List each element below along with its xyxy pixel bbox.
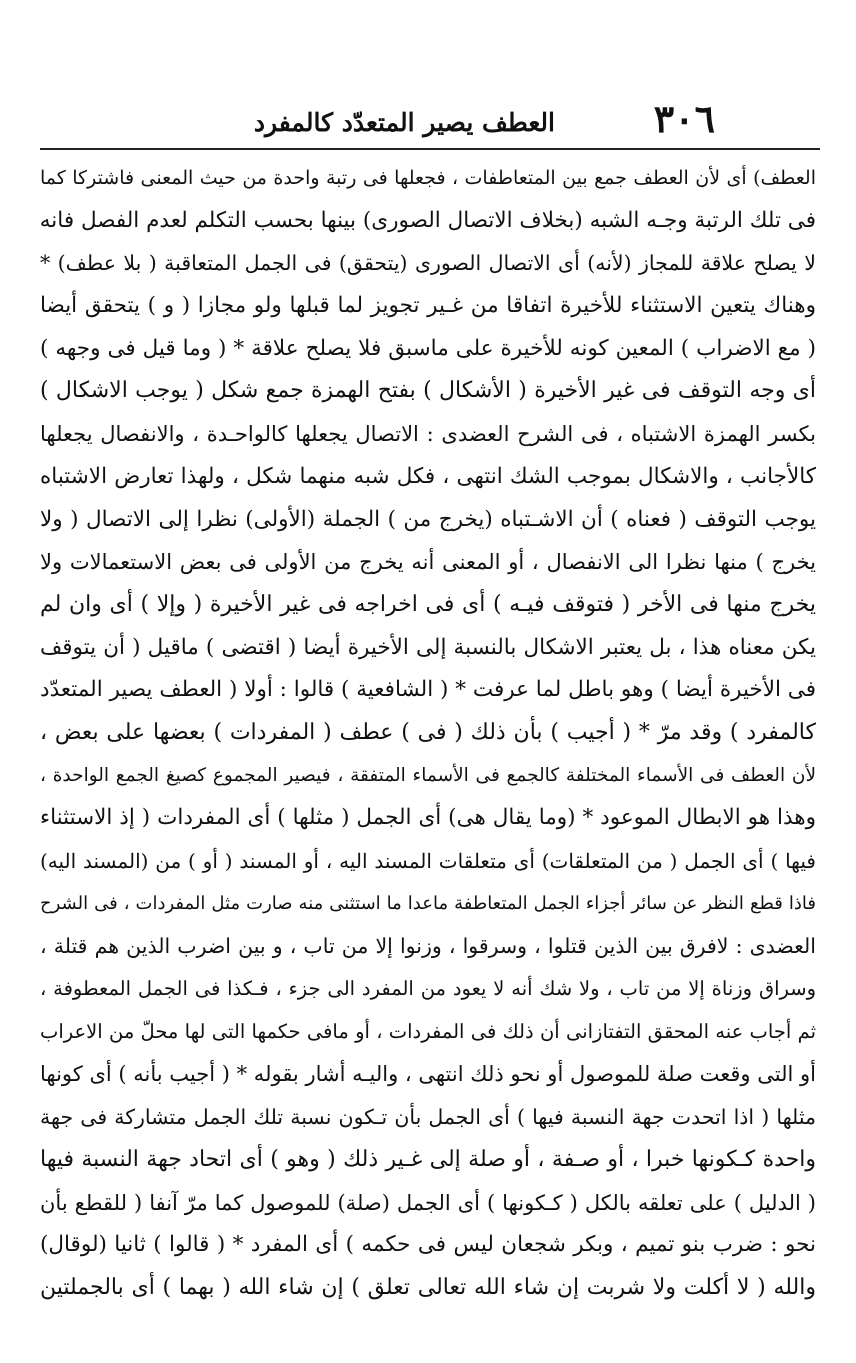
text-line: وهذا هو الابطال الموعود * (وما يقال هى) أى الجمل ( مثلها ) أى المفردات ( إذ الاستثناء <box>40 805 816 831</box>
text-line: ثم أجاب عنه المحقق التفتازانى أن ذلك فى المفردات ، أو مافى حكمها التى لها محلّ من الاعراب <box>40 1019 816 1043</box>
page-header <box>40 92 820 150</box>
text-line: واحدة كـكونها خبرا ، أو صـفة ، أو صلة إلى غـير ذلك ( وهو ) أى اتحاد جهة النسبة فيها <box>40 1146 816 1172</box>
text-line: العضدى : لافرق بين الذين قتلوا ، وسرقوا ، وزنوا إلا من تاب ، و بين اضرب الذين هم قتلة ، <box>40 934 816 959</box>
text-line: مثلها ( اذا اتحدت جهة النسبة فيها ) أى الجمل بأن تـكون نسبة تلك الجمل متشاركة فى جهة <box>40 1105 816 1130</box>
text-line: فى تلك الرتبة وجـه الشبه (بخلاف الاتصال الصورى) بينها بحسب التكلم لعدم الفصل فانه <box>40 207 816 233</box>
text-line: بكسر الهمزة الاشتباه ، فى الشرح العضدى : الاتصال يجعلها كالواحـدة ، والانفصال يجعلها <box>40 422 816 447</box>
text-line: لا يصلح علاقة للمجاز (لأنه) أى الاتصال الصورى (يتحقق) فى الجمل المتعاقبة ( بلا عطف) * <box>40 251 816 276</box>
text-line: وهناك يتعين الاستثناء للأخيرة اتفاقا من غـير تجويز لما قبلها ولو مجازا ( و ) يتحقق أيضا <box>40 293 816 319</box>
text-line: أى وجه التوقف فى غير الأخيرة ( الأشكال ) بفتح الهمزة جمع شكل ( يوجب الاشكال ) <box>40 378 816 404</box>
header-rule <box>40 148 820 150</box>
text-line: يوجب التوقف ( فعناه ) أن الاشـتباه (يخرج من ) الجملة (الأولى) نظرا إلى الاتصال ( ولا <box>40 506 816 532</box>
text-line: يخرج منها فى الأخر ( فتوقف فيـه ) أى فى اخراجه فى غير الأخيرة ( وإلا ) أى وان لم <box>40 591 816 617</box>
text-line: فى الأخيرة أيضا ) وهو باطل لما عرفت * ( الشافعية ) قالوا : أولا ( العطف يصير المتعدّد <box>40 677 816 703</box>
text-line: يكن معناه هذا ، بل يعتبر الاشكال بالنسبة إلى الأخيرة أيضا ( اقتضى ) ماقيل ( أن يتوقف <box>40 634 816 660</box>
text-line: يخرج ) منها نظرا الى الانفصال ، أو المعنى أنه يخرج من الأولى فى بعض الاستعمالات ولا <box>40 550 816 575</box>
running-title: العطف يصير المتعدّد كالمفرد <box>253 108 555 137</box>
text-line: لأن العطف فى الأسماء المختلفة كالجمع فى الأسماء المتفقة ، فيصير المجموع كصيغ الجمع الواحدة ، <box>40 764 816 786</box>
text-line: ( مع الاضراب ) المعين كونه للأخيرة على ماسبق فلا يصلح علاقة * ( وما قيل فى وجهه ) <box>40 335 816 361</box>
text-line: فيها ) أى الجمل ( من المتعلقات) أى متعلقات المسند اليه ، أو المسند ( أو ) من (المسند اليه) <box>40 849 816 873</box>
body-text <box>40 157 816 1310</box>
text-line: ( الدليل ) على تعلقه بالكل ( كـكونها ) أى الجمل (صلة) للموصول كما مرّ آنفا ( للقطع بأن <box>40 1190 816 1215</box>
text-line: فاذا قطع النظر عن سائر أجزاء الجمل المتعاطفة ماعدا ما استثنى منه صارت مثل المفردات ، فى الشرح <box>40 892 816 914</box>
text-line: كالمفرد ) وقد مرّ * ( أجيب ) بأن ذلك ( فى ) عطف ( المفردات ) بعضها على بعض ، <box>40 719 816 745</box>
text-line: أو التى وقعت صلة للموصول أو نحو ذلك انتهى ، واليـه أشار بقوله * ( أجيب بأنه ) أى كونها <box>40 1062 816 1087</box>
text-line: العطف) أى لأن العطف جمع بين المتعاطفات ، فجعلها فى رتبة واحدة من حيث المعنى فاشتركا كما <box>40 167 816 189</box>
page-number: ٣٠٦ <box>653 96 715 141</box>
text-line: والله ( لا أكلت ولا شربت إن شاء الله تعالى تعلق ) إن شاء الله ( بهما ) أى بالجملتين <box>40 1274 816 1300</box>
text-line: كالأجانب ، والاشكال بموجب الشك انتهى ، فكل شبه منهما شكل ، ولهذا تعارض الاشتباه <box>40 463 816 489</box>
text-line: وسراق وزناة إلا من تاب ، ولا شك أنه لا يعود من المفرد الى جزء ، فـكذا فى الجمل المعطوفة ، <box>40 977 816 1001</box>
text-line: نحو : ضرب بنو تميم ، وبكر شجعان ليس فى حكمه ) أى المفرد * ( قالوا ) ثانيا (لوقال) <box>40 1232 816 1258</box>
